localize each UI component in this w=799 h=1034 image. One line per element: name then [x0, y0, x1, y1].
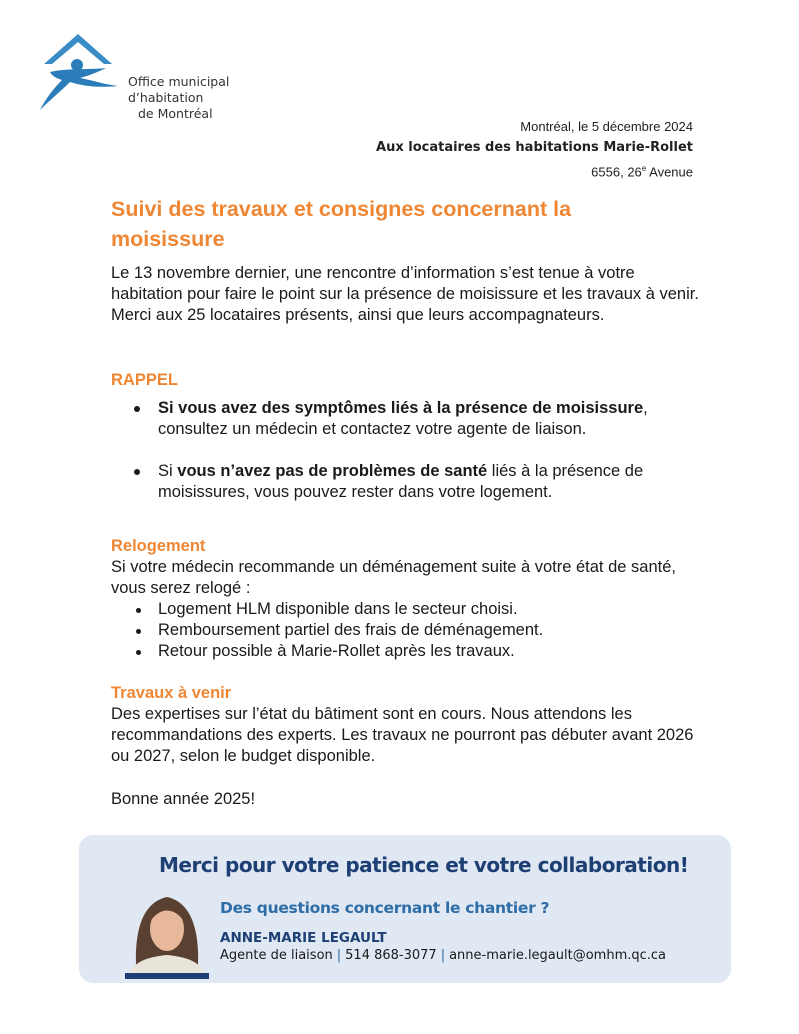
rappel-list [111, 398, 701, 503]
agent-role: Agente de liaison [220, 948, 333, 963]
agent-name: ANNE-MARIE LEGAULT [220, 930, 387, 946]
letter-date: Montréal, le 5 décembre 2024 [520, 119, 693, 134]
rappel-heading: RAPPEL [111, 371, 178, 389]
relogement-heading: Relogement [111, 537, 206, 555]
list-item: Retour possible à Marie-Rollet après les travaux. [111, 641, 701, 662]
closing-greeting: Bonne année 2025! [111, 790, 256, 808]
travaux-heading: Travaux à venir [111, 684, 232, 702]
travaux-text: Des expertises sur l’état du bâtiment sont en cours. Nous attendons les recommandations des experts. Les travaux ne pourront pas débuter avant 2026 ou 2027, selon le budget disponible. [111, 705, 694, 765]
rappel-item-symptoms [111, 398, 701, 440]
agent-photo [123, 879, 211, 979]
list-item: Logement HLM disponible dans le secteur choisi. [111, 599, 701, 620]
relogement-section [111, 536, 701, 662]
contact-separator: | [336, 948, 342, 963]
agent-phone: 514 868-3077 [345, 948, 437, 963]
omhm-logo [36, 28, 236, 121]
travaux-section [111, 683, 701, 767]
agent-email: anne-marie.legault@omhm.qc.ca [449, 948, 667, 963]
contact-banner [79, 835, 731, 983]
rappel-item-1-text: , consultez un médecin et contactez votre agente de liaison. [158, 399, 648, 438]
intro-paragraph: Le 13 novembre dernier, une rencontre d’information s’est tenue à votre habitation pour faire le point sur la présence de moisissure et les travaux à venir. Merci aux 25 locataires présents, ainsi que leurs accompagnateurs. [111, 264, 699, 324]
logo-line-3: de Montréal [138, 106, 213, 121]
rappel-item-1-bold: Si vous avez des symptômes liés à la présence de moisissure [158, 399, 644, 417]
banner-question: Des questions concernant le chantier ? [220, 899, 550, 917]
rappel-item-2-text: liés à la présence de moisissures, vous pouvez rester dans votre logement. [158, 462, 644, 501]
logo-line-2: d’habitation [128, 90, 204, 105]
rappel-item-2-bold: vous n’avez pas de problèmes de santé [177, 462, 488, 480]
letter-recipients: Aux locataires des habitations Marie-Rollet [376, 140, 693, 155]
address-number: 6556, 26 [591, 164, 642, 180]
contact-separator: | [440, 948, 446, 963]
logo-line-1: Office municipal [128, 74, 230, 89]
address-street: Avenue [646, 164, 693, 180]
banner-thanks: Merci pour votre patience et votre collaboration! [159, 853, 689, 877]
logo-house-figure-icon [36, 28, 131, 118]
address-superscript: e [641, 164, 647, 173]
letter-title: Suivi des travaux et consignes concernant la moisissure [111, 197, 572, 251]
rappel-item-no-health-issues [111, 461, 701, 503]
relogement-text: Si votre médecin recommande un déménagement suite à votre état de santé, vous serez relogé : [111, 558, 676, 597]
agent-contact [220, 948, 666, 963]
list-item: Remboursement partiel des frais de déménagement. [111, 620, 701, 641]
logo-wordmark [128, 74, 229, 122]
relogement-list [111, 599, 701, 662]
letter-header [376, 116, 693, 182]
rappel-item-2-prefix: Si [158, 462, 178, 480]
letter-address [376, 158, 693, 182]
